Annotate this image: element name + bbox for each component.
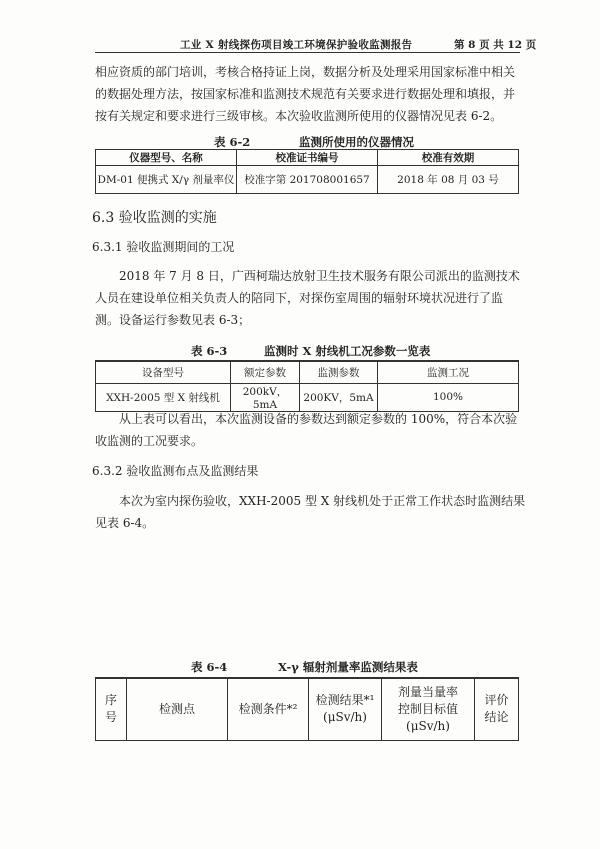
table-6-3-caption-number: 表 6-3 bbox=[191, 344, 228, 358]
section-heading-6-3: 6.3 验收监测的实施 bbox=[92, 210, 217, 226]
table-cell: DM-01 便携式 X/γ 剂量率仪 bbox=[96, 166, 237, 194]
section-heading-6-3-1: 6.3.1 验收监测期间的工况 bbox=[92, 240, 235, 254]
table-header-row bbox=[96, 150, 519, 166]
column-header: 校准证书编号 bbox=[237, 150, 378, 166]
table-cell: 校准字第 201708001657 bbox=[237, 166, 378, 194]
table-6-3-caption-title: 监测时 X 射线机工况参数一览表 bbox=[264, 344, 431, 358]
column-header-evaluation: 评价 结论 bbox=[475, 678, 519, 740]
dose-rate-results-table bbox=[95, 677, 519, 741]
table-cell: 100% bbox=[378, 383, 519, 411]
column-header-result: 检测结果*¹ (μSv/h) bbox=[309, 678, 382, 740]
table-header-row bbox=[96, 361, 519, 383]
paragraph-line: 人员在建设单位相关负责人的陪同下，对探伤室周围的辐射环境状况进行了监 bbox=[95, 291, 504, 305]
table-6-2-caption-number: 表 6-2 bbox=[214, 135, 251, 149]
paragraph-line: 见表 6-4。 bbox=[95, 516, 155, 530]
table-cell: XXH-2005 型 X 射线机 bbox=[96, 383, 231, 411]
table-header-row bbox=[96, 678, 519, 740]
table-6-2-caption-title: 监测所使用的仪器情况 bbox=[299, 135, 414, 149]
paragraph-line: 从上表可以看出，本次监测设备的参数达到额定参数的 100%，符合本次验 bbox=[119, 412, 518, 426]
table-cell: 2018 年 08 月 03 号 bbox=[378, 166, 519, 194]
table-row bbox=[96, 383, 519, 411]
table-cell: 200KV，5mA bbox=[300, 383, 378, 411]
paragraph-line: 的数据处理方法，按国家标准和监测技术规范有关要求进行数据处理和填报，并 bbox=[95, 87, 516, 101]
column-header: 监测参数 bbox=[300, 361, 378, 383]
paragraph-2 bbox=[95, 265, 520, 331]
paragraph-line: 按有关规定和要求进行三级审核。本次验收监测所使用的仪器情况见表 6-2。 bbox=[95, 109, 503, 123]
paragraph-1 bbox=[95, 61, 515, 127]
column-header-condition: 检测条件*² bbox=[228, 678, 309, 740]
header-title: 工业 X 射线探伤项目竣工环境保护验收监测报告 bbox=[180, 39, 413, 51]
paragraph-line: 收监测的工况要求。 bbox=[95, 434, 204, 448]
column-header-target: 剂量当量率 控制目标值 (μSv/h) bbox=[382, 678, 475, 740]
section-heading-6-3-2: 6.3.2 验收监测布点及监测结果 bbox=[92, 464, 259, 478]
paragraph-line: 2018 年 7 月 8 日，广西柯瑞达放射卫生技术服务有限公司派出的监测技术 bbox=[119, 269, 520, 283]
column-header: 监测工况 bbox=[378, 361, 519, 383]
column-header: 额定参数 bbox=[231, 361, 300, 383]
table-6-4-caption-title: X-γ 辐射剂量率监测结果表 bbox=[278, 660, 418, 674]
table-row bbox=[96, 166, 519, 194]
table-6-4-caption-number: 表 6-4 bbox=[191, 660, 228, 674]
column-header: 设备型号 bbox=[96, 361, 231, 383]
header-divider bbox=[95, 52, 520, 53]
paragraph-line: 相应资质的部门培训，考核合格持证上岗，数据分析及处理采用国家标准中相关 bbox=[95, 65, 516, 79]
table-cell: 200kV，5mA bbox=[231, 383, 300, 411]
column-header: 校准有效期 bbox=[378, 150, 519, 166]
page-number: 第 8 页 共 12 页 bbox=[454, 39, 537, 51]
instrument-table bbox=[95, 149, 519, 194]
paragraph-3 bbox=[95, 408, 517, 452]
column-header: 仪器型号、名称 bbox=[96, 150, 237, 166]
paragraph-4 bbox=[95, 490, 525, 534]
paragraph-line: 测。设备运行参数见表 6-3； bbox=[95, 313, 251, 327]
operating-parameters-table bbox=[95, 360, 519, 412]
column-header-point: 检测点 bbox=[127, 678, 228, 740]
paragraph-line: 本次为室内探伤验收，XXH-2005 型 X 射线机处于正常工作状态时监测结果 bbox=[119, 494, 526, 508]
column-header-sequence: 序 号 bbox=[96, 678, 127, 740]
